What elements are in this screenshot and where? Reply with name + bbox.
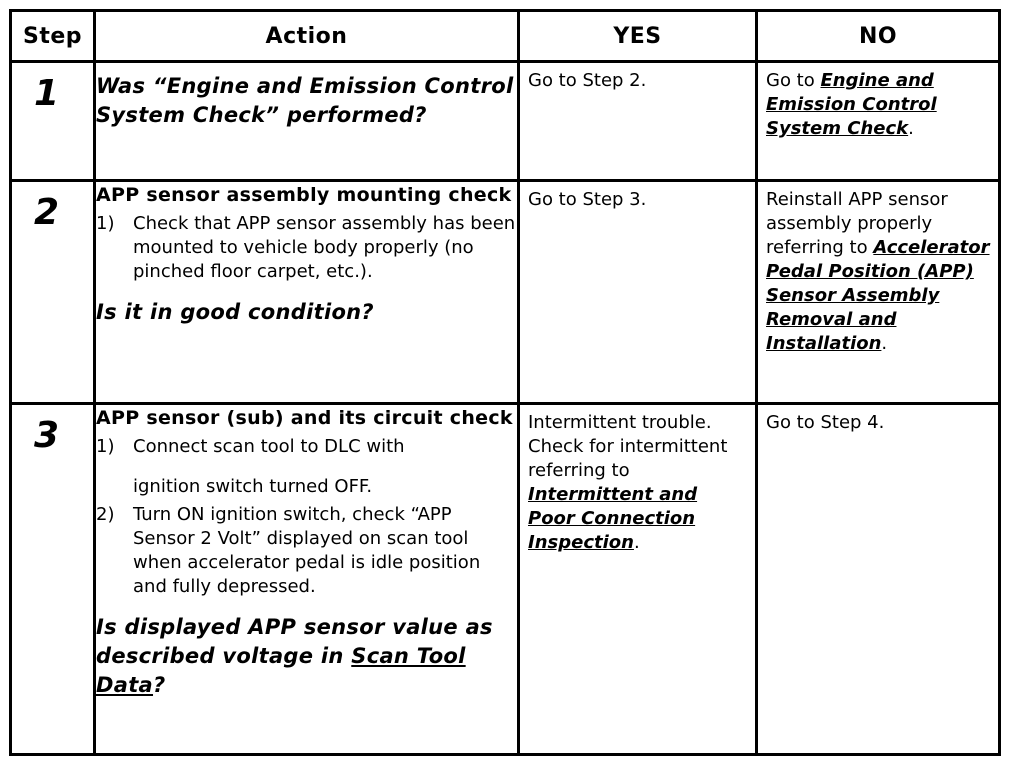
substep-text: Turn ON ignition switch, check “APP Sensor 2 Volt” displayed on scan tool when accelerator pedal is idle position and fully depressed. (133, 504, 481, 597)
header-yes: YES (519, 11, 757, 62)
step-number: 3 (33, 415, 60, 456)
no-text (758, 182, 998, 360)
no-suffix: . (908, 118, 914, 139)
action-cell (95, 181, 519, 404)
action-title: APP sensor (sub) and its circuit check (96, 407, 513, 429)
diagnostic-table (9, 9, 1001, 756)
header-row (11, 11, 1000, 62)
yes-cell (519, 62, 757, 181)
action-question: Is it in good condition? (96, 300, 374, 324)
question-suffix: ? (153, 673, 166, 697)
no-suffix: . (881, 333, 888, 354)
substep-number: 1) (96, 213, 115, 234)
substep-text: ignition switch turned OFF. (133, 476, 373, 497)
yes-cell (519, 404, 757, 755)
substep-number: 2) (96, 504, 115, 525)
action-title: APP sensor assembly mounting check (96, 184, 512, 206)
scan-tool-data-link[interactable]: Scan Tool Data (96, 644, 466, 697)
yes-text (520, 405, 755, 559)
no-cell (757, 404, 1000, 755)
substep-text: Connect scan tool to DLC with (133, 436, 405, 457)
table-row (11, 404, 1000, 755)
no-text (758, 63, 998, 145)
yes-cell (519, 181, 757, 404)
no-cell (757, 62, 1000, 181)
intermittent-inspection-link[interactable]: Intermittent and Poor Connection Inspection (528, 484, 698, 553)
step-cell (11, 181, 95, 404)
no-text: Go to Step 4. (766, 412, 885, 433)
substep-number: 1) (96, 436, 115, 457)
table-row (11, 181, 1000, 404)
table-row (11, 62, 1000, 181)
action-cell (95, 404, 519, 755)
action-substep (96, 435, 517, 459)
header-step: Step (11, 11, 95, 62)
yes-prefix: Intermittent trouble. Check for intermittent referring to (528, 412, 728, 481)
no-prefix: Go to (766, 70, 821, 91)
header-action: Action (95, 11, 519, 62)
header-no: NO (757, 11, 1000, 62)
substep-text: Check that APP sensor assembly has been mounted to vehicle body properly (no pinched floor carpet, etc.). (133, 213, 516, 282)
step-number: 2 (33, 192, 60, 233)
action-cell (95, 62, 519, 181)
action-substep (96, 475, 517, 499)
yes-text: Go to Step 3. (528, 189, 647, 210)
action-question (96, 613, 517, 700)
yes-suffix: . (633, 532, 640, 553)
app-sensor-removal-link[interactable]: Accelerator Pedal Position (APP) Sensor Assembly Removal and Installation (766, 237, 990, 354)
substep-number (96, 475, 133, 499)
action-substep (96, 503, 517, 599)
no-prefix: Reinstall APP sensor assembly properly referring to (766, 189, 948, 258)
step-cell (11, 404, 95, 755)
engine-emission-check-link[interactable]: Engine and Emission Control System Check (766, 70, 937, 139)
action-substep (96, 212, 517, 284)
question-prefix: Is displayed APP sensor value as described voltage in (96, 615, 493, 668)
step-cell (11, 62, 95, 181)
step-number: 1 (33, 73, 60, 114)
yes-text: Go to Step 2. (528, 70, 647, 91)
no-cell (757, 181, 1000, 404)
action-question: Was “Engine and Emission Control System Check” performed? (96, 74, 514, 127)
